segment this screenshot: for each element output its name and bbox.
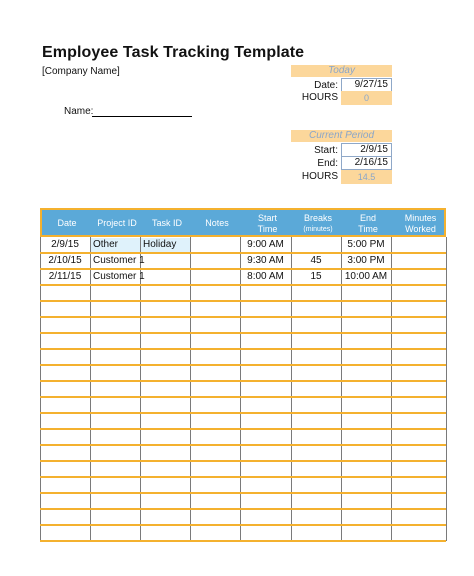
row-divider — [40, 460, 446, 462]
table-cell[interactable]: Customer 1 — [93, 271, 145, 282]
company-name[interactable]: [Company Name] — [42, 66, 120, 77]
page-title: Employee Task Tracking Template — [42, 44, 305, 61]
column-header-line1: Task ID — [151, 218, 182, 228]
row-divider — [40, 364, 446, 366]
start-label: Start: — [314, 145, 338, 156]
column-header — [393, 213, 448, 235]
row-divider — [40, 396, 446, 398]
table-cell[interactable]: Other — [93, 239, 119, 250]
column-header-line1: Project ID — [97, 218, 137, 228]
name-label: Name: — [64, 106, 94, 117]
row-divider — [40, 380, 446, 382]
column-divider — [140, 237, 141, 541]
table-header — [40, 208, 446, 237]
row-divider — [40, 508, 446, 510]
column-header-line1: Notes — [205, 218, 229, 228]
period-end-value[interactable]: 2/16/15 — [341, 156, 392, 170]
today-date-value[interactable]: 9/27/15 — [341, 78, 392, 92]
column-header-line1: Start — [257, 213, 277, 223]
today-hours-label: HOURS — [301, 92, 338, 103]
column-header — [192, 213, 242, 229]
table-cell[interactable]: 2/9/15 — [51, 239, 79, 250]
row-divider — [40, 332, 446, 334]
column-header — [92, 213, 142, 229]
row-divider — [40, 412, 446, 414]
column-divider — [190, 237, 191, 541]
column-header — [42, 213, 92, 229]
column-header-line2: Time — [257, 224, 278, 234]
column-header — [343, 213, 393, 235]
row-divider — [40, 252, 446, 254]
table-cell[interactable]: 9:00 AM — [247, 239, 284, 250]
column-divider — [446, 237, 447, 541]
column-header-line2: Time — [358, 224, 378, 234]
row-divider — [40, 284, 446, 286]
column-header-line2: Worked — [405, 224, 436, 234]
today-hours-value: 0 — [341, 91, 392, 105]
row-divider — [40, 268, 446, 270]
table-cell[interactable]: Customer 1 — [93, 255, 145, 266]
column-header — [242, 213, 293, 235]
column-header-line1: Minutes — [404, 213, 437, 223]
table-cell[interactable]: 2/10/15 — [48, 255, 82, 266]
row-divider — [40, 476, 446, 478]
column-header — [142, 213, 192, 229]
column-header-line1: Breaks — [303, 213, 332, 223]
row-divider — [40, 428, 446, 430]
table-cell[interactable]: 45 — [310, 255, 322, 266]
column-header-line1: Date — [57, 218, 77, 228]
end-label: End: — [317, 158, 338, 169]
table-cell[interactable]: 9:30 AM — [247, 255, 284, 266]
today-band: Today — [291, 65, 392, 77]
column-divider — [90, 237, 91, 541]
table-cell[interactable]: 8:00 AM — [247, 271, 284, 282]
column-header — [293, 213, 343, 235]
period-hours-value: 14.5 — [341, 170, 392, 184]
name-field[interactable] — [92, 116, 192, 117]
row-divider — [40, 316, 446, 318]
table-cell[interactable]: 2/11/15 — [48, 271, 82, 282]
row-divider — [40, 348, 446, 350]
task-table — [40, 208, 446, 541]
row-divider — [40, 300, 446, 302]
table-cell[interactable]: Holiday — [143, 239, 177, 250]
table-cell[interactable]: 15 — [310, 271, 322, 282]
column-header-line1: End — [359, 213, 376, 223]
row-divider — [40, 524, 446, 526]
table-cell[interactable]: 3:00 PM — [347, 255, 385, 266]
row-divider — [40, 540, 446, 542]
current-period-band: Current Period — [291, 130, 392, 142]
table-cell[interactable]: 10:00 AM — [344, 271, 388, 282]
column-divider — [391, 237, 392, 541]
column-header-line2: (minutes) — [303, 226, 333, 233]
row-divider — [40, 492, 446, 494]
row-divider — [40, 444, 446, 446]
table-cell[interactable]: 5:00 PM — [347, 239, 385, 250]
period-start-value[interactable]: 2/9/15 — [341, 143, 392, 157]
period-hours-label: HOURS — [301, 171, 338, 182]
date-label: Date: — [314, 80, 338, 91]
